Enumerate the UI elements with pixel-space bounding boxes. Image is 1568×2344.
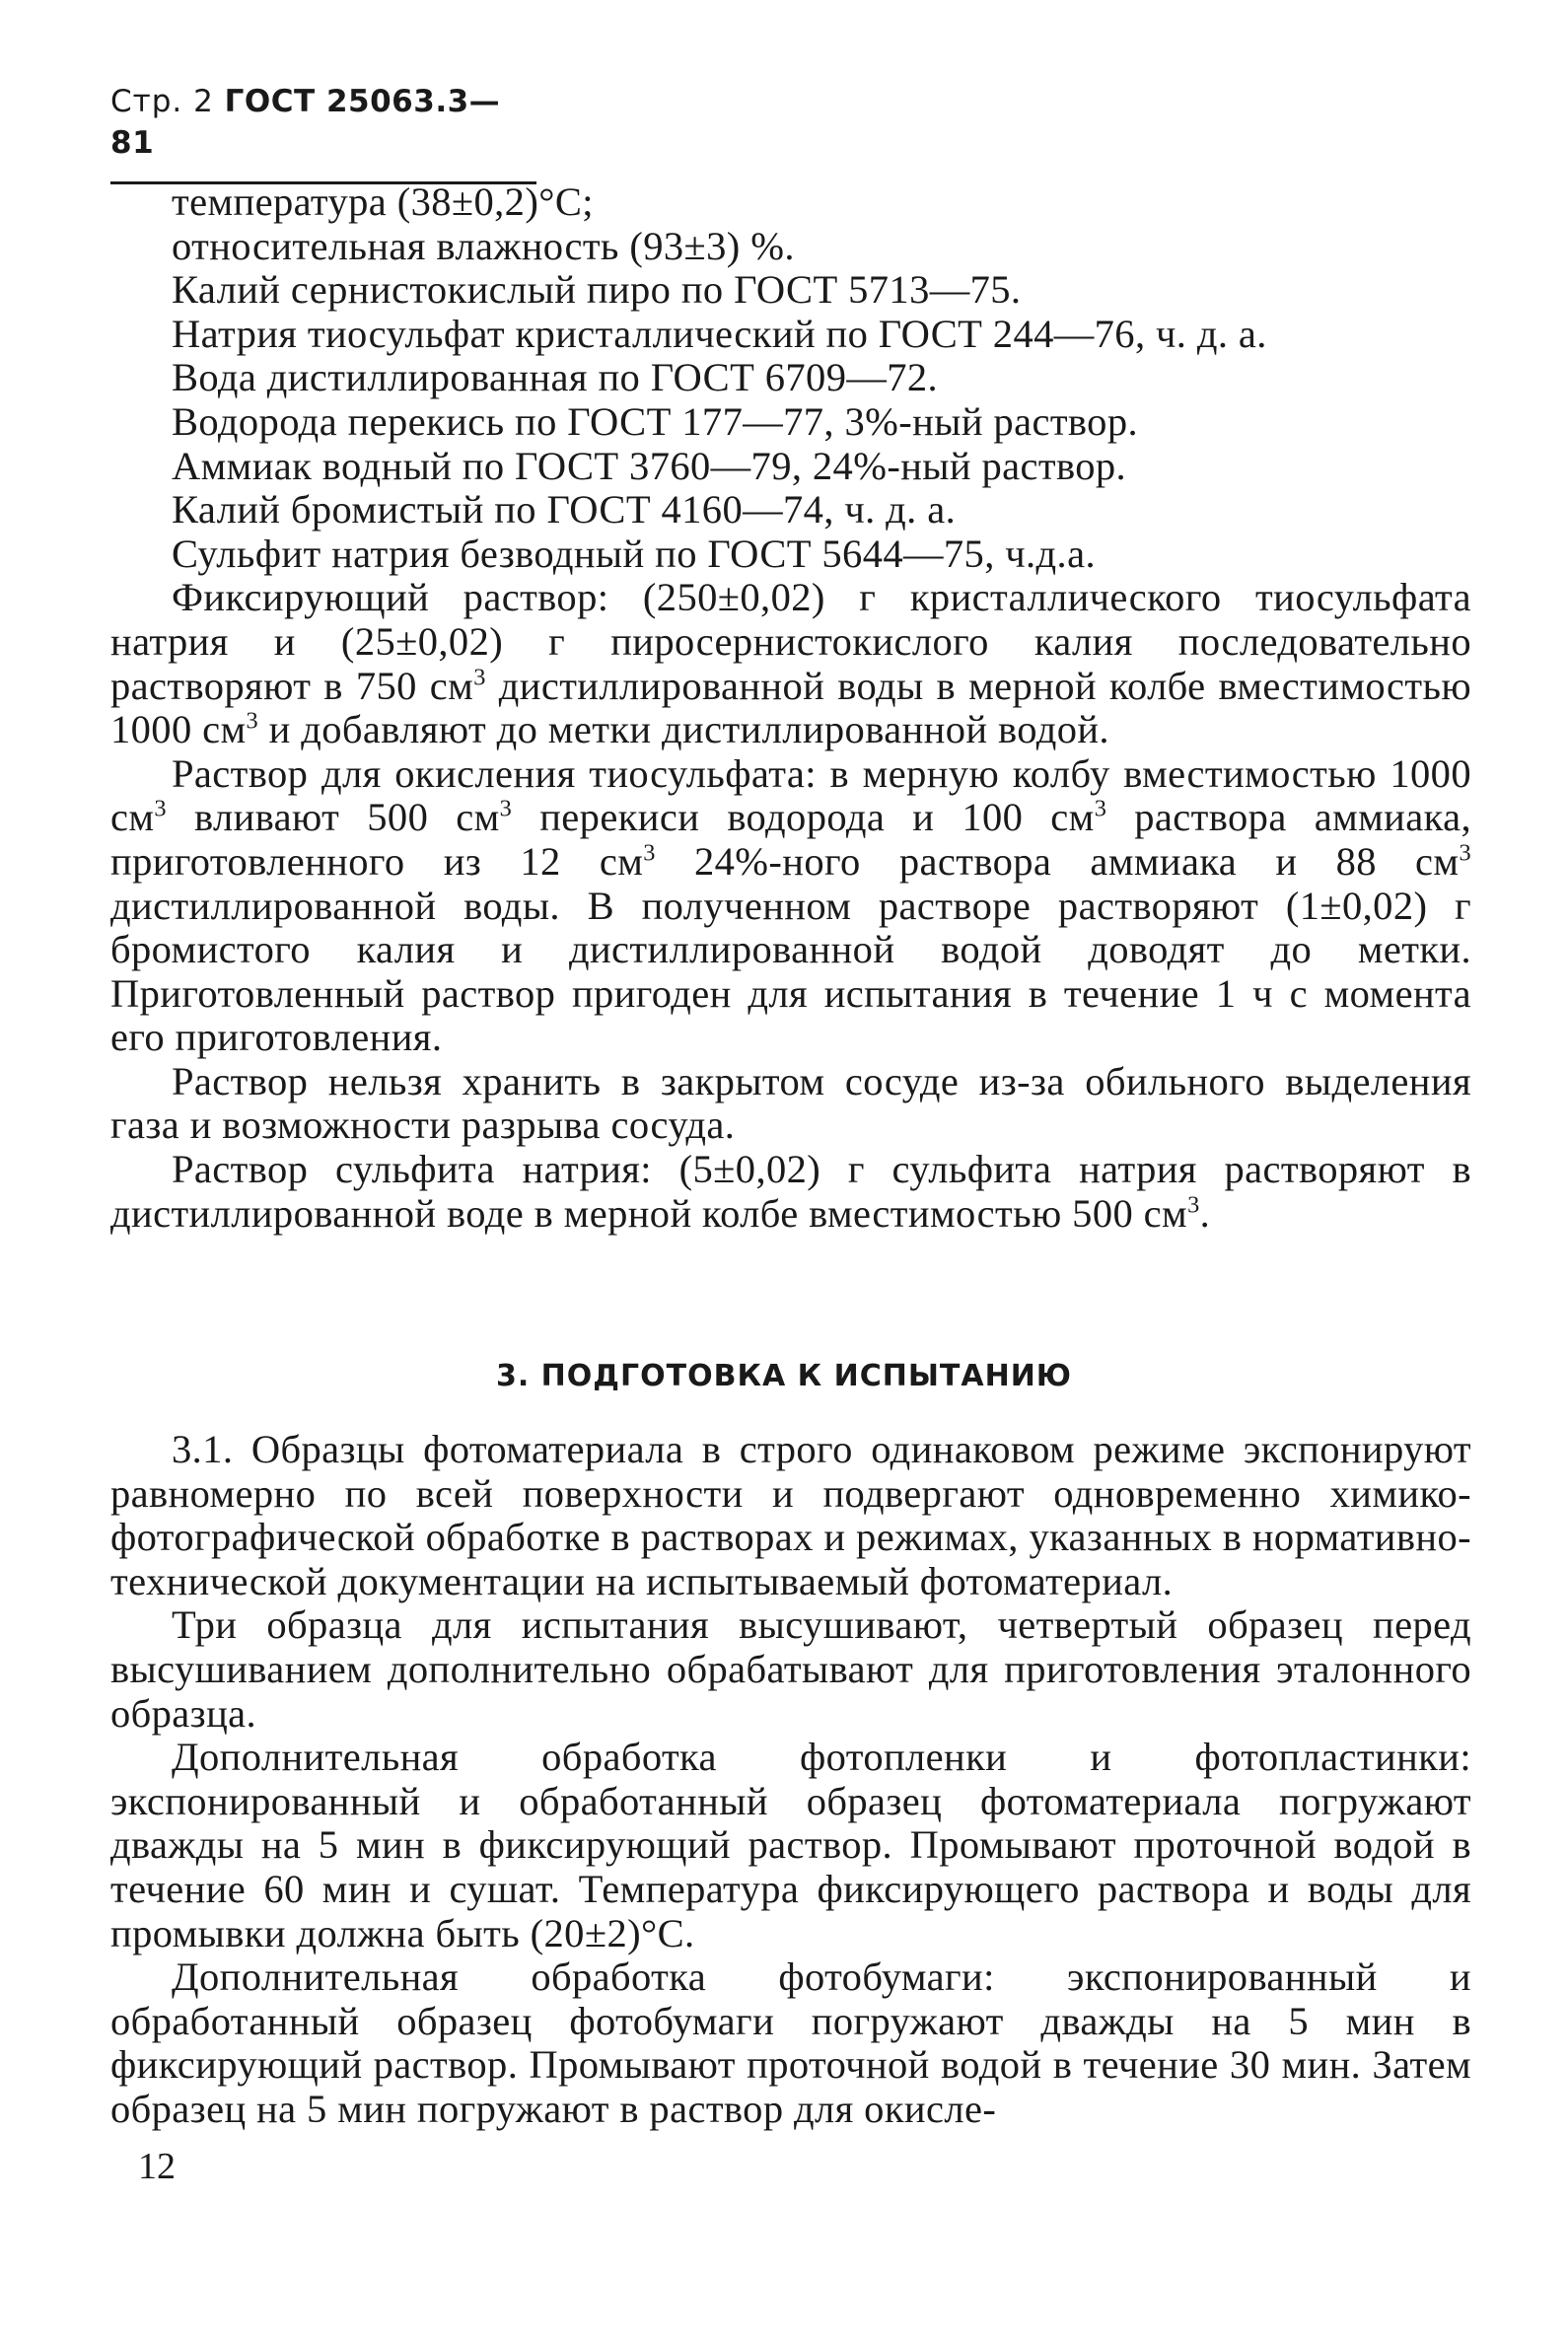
- paragraph: 3.1. Образцы фотоматериала в строго одинаковом режиме экспонируют равномерно по всей поверхности и подвергают одновременно химико-фотографической обработке в растворах и режимах, указанных в нормативно-технической документации на испытываемый фотоматериал.: [110, 1427, 1471, 1603]
- text-line: Калий сернистокислый пиро по ГОСТ 5713—75.: [172, 267, 1022, 313]
- text-run: перекиси водорода и 100 см: [512, 795, 1095, 840]
- fixing-solution-paragraph: [110, 576, 1471, 751]
- text-run: .: [1199, 1190, 1211, 1236]
- text-line: Натрия тиосульфат кристаллический по ГОСТ 244—76, ч. д. а.: [172, 311, 1267, 356]
- page-label: Стр. 2: [110, 84, 214, 119]
- superscript: 3: [154, 795, 167, 822]
- text-run: дистиллированной воды. В полученном растворе растворяют (1±0,02) г бромистого калия и дистиллированной водой доводят до метки. Приготовленный раствор пригоден для испытания в течение 1 ч с момента его приготовления.: [110, 883, 1471, 1060]
- text-run: Раствор для окисления тиосульфата: в мерную колбу вместимостью 1000 см: [110, 750, 1471, 840]
- materials-section: [110, 180, 1471, 1236]
- preparation-section: [110, 1428, 1471, 2132]
- superscript: 3: [1459, 839, 1472, 867]
- paragraph: Дополнительная обработка фотобумаги: экспонированный и обработанный образец фотобумаги погружают дважды на 5 мин в фиксирующий раствор. Промывают проточной водой в течение 30 мин. Затем образец на 5 мин погружают в раствор для окисле-: [110, 1954, 1471, 2131]
- superscript: 3: [473, 664, 486, 691]
- text-line: Вода дистиллированная по ГОСТ 6709—72.: [172, 355, 939, 400]
- sulfite-solution-paragraph: [110, 1148, 1471, 1236]
- text-line: Аммиак водный по ГОСТ 3760—79, 24%-ный раствор.: [172, 443, 1127, 488]
- superscript: 3: [246, 707, 259, 735]
- section-heading: 3. ПОДГОТОВКА К ИСПЫТАНИЮ: [495, 1359, 1073, 1393]
- paragraph: Дополнительная обработка фотопленки и фотопластинки: экспонированный и обработанный образец фотоматериала погружают дважды на 5 мин в фиксирующий раствор. Промывают проточной водой в течение 60 мин и сушат. Температура фиксирующего раствора и воды для промывки должна быть (20±2)°С.: [110, 1735, 1471, 1955]
- text-run: Фиксирующий раствор: (250±0,02) г кристаллического тиосульфата натрия и (25±0,02) г пиросернистокислого калия последовательно растворяют в 750 см: [110, 575, 1471, 708]
- text-line: Сульфит натрия безводный по ГОСТ 5644—75, ч.д.а.: [172, 531, 1096, 576]
- text-line: температура (38±0,2)°С;: [172, 179, 594, 224]
- text-line: относительная влажность (93±3) %.: [172, 223, 795, 268]
- superscript: 3: [1094, 795, 1107, 822]
- text-line: Калий бромистый по ГОСТ 4160—74, ч. д. а.: [172, 487, 957, 533]
- storage-note-paragraph: Раствор нельзя хранить в закрытом сосуде из-за обильного выделения газа и возможности разрыва сосуда.: [110, 1058, 1471, 1148]
- superscript: 3: [499, 795, 513, 822]
- document-code: ГОСТ 25063.3—81: [110, 84, 501, 161]
- text-line: Водорода перекись по ГОСТ 177—77, 3%-ный раствор.: [172, 398, 1138, 444]
- superscript: 3: [643, 839, 656, 867]
- superscript: 3: [1187, 1191, 1200, 1219]
- text-run: дистиллированной воды в мерной колбе вместимостью 1000 см: [110, 663, 1472, 752]
- text-run: раствора аммиака, приготовленного из 12 см: [110, 795, 1471, 884]
- text-run: 24%-ного раствора аммиака и 88 см: [655, 838, 1460, 884]
- text-run: вливают 500 см: [166, 795, 500, 840]
- paragraph: Три образца для испытания высушивают, четвертый образец перед высушиванием дополнительно обрабатывают для приготовления эталонного образца.: [110, 1602, 1471, 1736]
- text-run: и добавляют до метки дистиллированной водой.: [258, 707, 1109, 752]
- oxidation-solution-paragraph: [110, 752, 1471, 1060]
- page-header: [110, 81, 536, 184]
- page-number: 12: [138, 2146, 176, 2187]
- text-run: Раствор сульфита натрия: (5±0,02) г сульфита натрия растворяют в дистиллированной воде в мерной колбе вместимостью 500 см: [110, 1147, 1471, 1236]
